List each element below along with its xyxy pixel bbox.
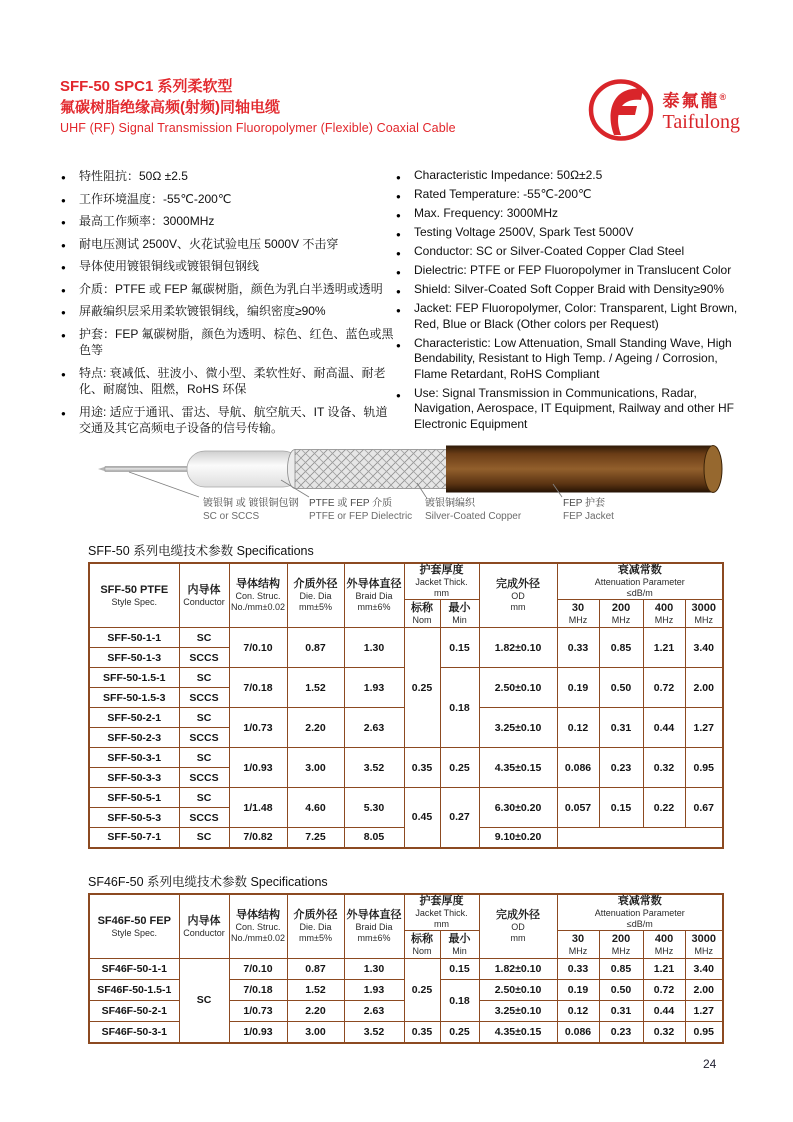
col-header-conductor: 内导体 Conductor [179,563,229,628]
title-line-2: 氟碳树脂绝缘高频(射频)同轴电缆 [60,99,280,116]
cell: SFF-50-2-3 [89,728,179,748]
cell: 0.086 [557,1022,599,1043]
label-cn: 镀银铜 或 镀银铜包钢 [203,498,299,509]
cell: SF46F-50-1.5-1 [89,980,179,1001]
cell: 0.12 [557,708,599,748]
cell: 0.87 [287,959,344,980]
cell: 1.82±0.10 [479,959,557,980]
cell: 3.40 [685,959,723,980]
features-list-en [395,168,740,443]
cell: SFF-50-2-1 [89,708,179,728]
cell: SF46F-50-1-1 [89,959,179,980]
cell: 1.93 [344,668,404,708]
cell: 0.33 [557,959,599,980]
page-header [60,76,740,142]
cell: 2.00 [685,668,723,708]
cell: 4.35±0.15 [479,1022,557,1043]
cell: 2.50±0.10 [479,668,557,708]
cell: SCCS [179,648,229,668]
col-header-conductor: 内导体 Conductor [179,894,229,959]
cell: 0.35 [404,1022,440,1043]
cell: 0.19 [557,980,599,1001]
cell: 1.52 [287,668,344,708]
cell: 0.45 [404,788,440,848]
list-item: ● 最高工作频率：3000MHz [60,213,395,230]
cell: 7/0.18 [229,980,287,1001]
col-header-dielectric-dia: 介质外径 Die. Dia mm±5% [287,894,344,959]
cell: 7.25 [287,828,344,848]
cell: 0.27 [440,788,479,848]
page-number: 24 [703,1057,717,1071]
cell: 8.05 [344,828,404,848]
cell: 1.27 [685,708,723,748]
cell: 0.057 [557,788,599,828]
cell: 3.52 [344,1022,404,1043]
braid-graphic [288,450,449,489]
cell: 0.15 [599,788,643,828]
list-item: ● Shield: Silver-Coated Soft Copper Braid with Density≥90% [395,282,740,298]
cell: 4.60 [287,788,344,828]
label-en: SC or SCCS [203,511,260,522]
cell: SC [179,748,229,768]
cell: 1.82±0.10 [479,628,557,668]
list-item: ● 耐电压测试 2500V、火花试验电压 5000V 不击穿 [60,236,395,253]
cell: 1/0.93 [229,748,287,788]
cell: SFF-50-5-1 [89,788,179,808]
brand-name [663,87,740,134]
list-item: ● 介质：PTFE 或 FEP 氟碳树脂，颜色为乳白半透明或透明 [60,281,395,298]
cell: SFF-50-1.5-3 [89,688,179,708]
col-header-style: SF46F-50 FEP Style Spec. [89,894,179,959]
diagram-label-braid [425,497,521,523]
col-header-30mhz: 30 MHz [557,600,599,628]
cell: 1.30 [344,959,404,980]
cell: SFF-50-5-3 [89,808,179,828]
col-header-jacket-thickness: 护套厚度 Jacket Thick. mm [404,894,479,931]
col-header-400mhz: 400 MHz [643,931,685,959]
cell: 7/0.10 [229,628,287,668]
cell: 0.19 [557,668,599,708]
cell: 0.25 [440,748,479,788]
cell: SFF-50-7-1 [89,828,179,848]
cell: 1/1.48 [229,788,287,828]
jacket-graphic [446,446,722,493]
col-header-200mhz: 200 MHz [599,931,643,959]
col-header-od: 完成外径 OD mm [479,563,557,628]
col-header-nominal: 标称 Nom [404,600,440,628]
cell: 0.15 [440,959,479,980]
list-item: ● Testing Voltage 2500V, Spark Test 5000V [395,225,740,241]
list-item: ● Use: Signal Transmission in Communications, Radar, Navigation, Aerospace, IT Equipment, Railway and other HF Electronic Equipment [395,386,740,433]
diagram-label-dielectric [309,497,412,523]
title-subtitle-en: UHF (RF) Signal Transmission Fluoropolymer (Flexible) Coaxial Cable [60,121,456,135]
cell: 0.44 [643,708,685,748]
cell: 2.20 [287,1001,344,1022]
cell: 0.12 [557,1001,599,1022]
cell: SCCS [179,808,229,828]
cell: SC [179,788,229,808]
brand-name-cn: 泰氟龍® [662,91,729,111]
taifulong-logo-icon [588,78,654,142]
cell: 0.31 [599,708,643,748]
table-row [89,628,723,648]
cell: SC [179,708,229,728]
col-header-3000mhz: 3000 MHz [685,931,723,959]
list-item: ● Rated Temperature: -55℃-200℃ [395,187,740,203]
cell: 1.21 [643,959,685,980]
cell: 0.25 [404,628,440,748]
cell: 1.93 [344,980,404,1001]
col-header-attenuation: 衰减常数 Attenuation Parameter ≤dB/m [557,894,723,931]
cell: 0.15 [440,628,479,668]
title-block [60,76,456,137]
list-item: ● Max. Frequency: 3000MHz [395,206,740,222]
features-list-cn [60,168,395,443]
cell: 3.25±0.10 [479,708,557,748]
cell: 0.32 [643,748,685,788]
list-item: ● 护套：FEP 氟碳树脂，颜色为透明、棕色、红色、蓝色或黑色等 [60,326,395,359]
table-row [89,748,723,768]
col-header-3000mhz: 3000 MHz [685,600,723,628]
label-en: Silver-Coated Copper [425,511,522,522]
cell: SC [179,959,229,1043]
diagram-label-conductor [203,497,299,523]
col-header-od: 完成外径 OD mm [479,894,557,959]
cell: SF46F-50-2-1 [89,1001,179,1022]
cell-empty [557,828,723,848]
cell: 2.63 [344,1001,404,1022]
cell: 3.00 [287,748,344,788]
conductor-graphic [98,467,197,472]
brand-name-en: Taifulong [662,111,740,134]
label-en: FEP Jacket [563,511,614,522]
features-section [60,168,740,443]
cell: 0.44 [643,1001,685,1022]
cell: 4.35±0.15 [479,748,557,788]
list-item: ● 工作环境温度：-55℃-200℃ [60,191,395,208]
cell: 0.35 [404,748,440,788]
cell: SC [179,828,229,848]
col-header-dielectric-dia: 介质外径 Die. Dia mm±5% [287,563,344,628]
table-row [89,959,723,980]
cable-diagram [85,440,730,535]
cell: 0.18 [440,980,479,1022]
cell: 1/0.93 [229,1022,287,1043]
col-header-nominal: 标称 Nom [404,931,440,959]
cell: SFF-50-1-3 [89,648,179,668]
label-cn: FEP 护套 [563,498,606,509]
list-item: ● Characteristic: Low Attenuation, Small Standing Wave, High Bendability, Resistant to High Temp. / Ageing / Corrosion, Flame Retardant, RoHS Compliant [395,336,740,383]
cell: 0.33 [557,628,599,668]
cell: SC [179,628,229,648]
table-row [89,788,723,808]
cell: 0.95 [685,748,723,788]
cell: 0.72 [643,980,685,1001]
col-header-min: 最小 Min [440,931,479,959]
cell: 2.63 [344,708,404,748]
cell: 1.30 [344,628,404,668]
cell: 3.00 [287,1022,344,1043]
cell: 1.21 [643,628,685,668]
cell: 0.85 [599,959,643,980]
cell: 7/0.82 [229,828,287,848]
cell: 2.50±0.10 [479,980,557,1001]
cell: SFF-50-3-1 [89,748,179,768]
col-header-attenuation: 衰减常数 Attenuation Parameter ≤dB/m [557,563,723,600]
col-header-min: 最小 Min [440,600,479,628]
cell: 0.086 [557,748,599,788]
spec-table-sf46f50 [88,893,724,1044]
cell: 7/0.18 [229,668,287,708]
cell: 0.87 [287,628,344,668]
col-header-style: SFF-50 PTFE Style Spec. [89,563,179,628]
cell: 5.30 [344,788,404,828]
cell: SCCS [179,728,229,748]
cell: 1.27 [685,1001,723,1022]
cell: 7/0.10 [229,959,287,980]
cell: 1/0.73 [229,1001,287,1022]
label-cn: PTFE 或 FEP 介质 [309,498,393,509]
col-header-jacket-thickness: 护套厚度 Jacket Thick. mm [404,563,479,600]
list-item: ● Jacket: FEP Fluoropolymer, Color: Transparent, Light Brown, Red, Blue or Black (Other colors per Request) [395,301,740,332]
cell: 9.10±0.20 [479,828,557,848]
list-item: ● Dielectric: PTFE or FEP Fluoropolymer in Translucent Color [395,263,740,279]
list-item: ● 特点: 衰减低、驻波小、微小型、柔软性好、耐高温、耐老化、耐腐蚀、阻燃，RoHS 环保 [60,365,395,398]
col-header-400mhz: 400 MHz [643,600,685,628]
list-item: ● 导体使用镀银铜线或镀银铜包钢线 [60,258,395,275]
list-item: ● Conductor: SC or Silver-Coated Copper Clad Steel [395,244,740,260]
cell: SC [179,668,229,688]
cell: 1.52 [287,980,344,1001]
cell: SCCS [179,688,229,708]
list-item: ● Characteristic Impedance: 50Ω±2.5 [395,168,740,184]
cell: 0.50 [599,668,643,708]
col-header-30mhz: 30 MHz [557,931,599,959]
registered-mark: ® [719,91,729,102]
cell: SFF-50-3-3 [89,768,179,788]
col-header-structure: 导体结构 Con. Struc. No./mm±0.02 [229,894,287,959]
label-en: PTFE or FEP Dielectric [309,511,413,522]
cell: 3.40 [685,628,723,668]
col-header-braid-dia: 外导体直径 Braid Dia mm±6% [344,563,404,628]
cell: 0.22 [643,788,685,828]
cell: 0.50 [599,980,643,1001]
cell: 0.31 [599,1001,643,1022]
list-item: ● 特性阻抗：50Ω ±2.5 [60,168,395,185]
col-header-braid-dia: 外导体直径 Braid Dia mm±6% [344,894,404,959]
cell: 6.30±0.20 [479,788,557,828]
cell: SFF-50-1-1 [89,628,179,648]
brand-logo [588,78,740,142]
cell: 3.52 [344,748,404,788]
cell: SF46F-50-3-1 [89,1022,179,1043]
table2-title: SF46F-50 系列电缆技术参数 Specifications [88,875,328,889]
cell: 2.20 [287,708,344,748]
list-item: ● 用途: 适应于通讯、雷达、导航、航空航天、IT 设备、轨道交通及其它高频电子设备的信号传输。 [60,404,395,437]
cell: 0.23 [599,1022,643,1043]
table1-title: SFF-50 系列电缆技术参数 Specifications [88,544,314,558]
cell: SFF-50-1.5-1 [89,668,179,688]
label-cn: 镀银铜编织 [425,498,475,509]
cell: 3.25±0.10 [479,1001,557,1022]
cell: 0.95 [685,1022,723,1043]
cell: 0.85 [599,628,643,668]
cell: 1/0.73 [229,708,287,748]
cell: 0.67 [685,788,723,828]
col-header-200mhz: 200 MHz [599,600,643,628]
cell: SCCS [179,768,229,788]
spec-table-sff50 [88,562,724,849]
col-header-structure: 导体结构 Con. Struc. No./mm±0.02 [229,563,287,628]
cell: 0.18 [440,668,479,748]
cell: 0.23 [599,748,643,788]
diagram-label-jacket [563,497,614,523]
title-line-1: SFF-50 SPC1 系列柔软型 [60,78,233,95]
cell: 2.00 [685,980,723,1001]
cell: 0.25 [440,1022,479,1043]
cell: 0.72 [643,668,685,708]
cell: 0.32 [643,1022,685,1043]
list-item: ● 屏蔽编织层采用柔软镀银铜线，编织密度≥90% [60,303,395,320]
cell: 0.25 [404,959,440,1022]
